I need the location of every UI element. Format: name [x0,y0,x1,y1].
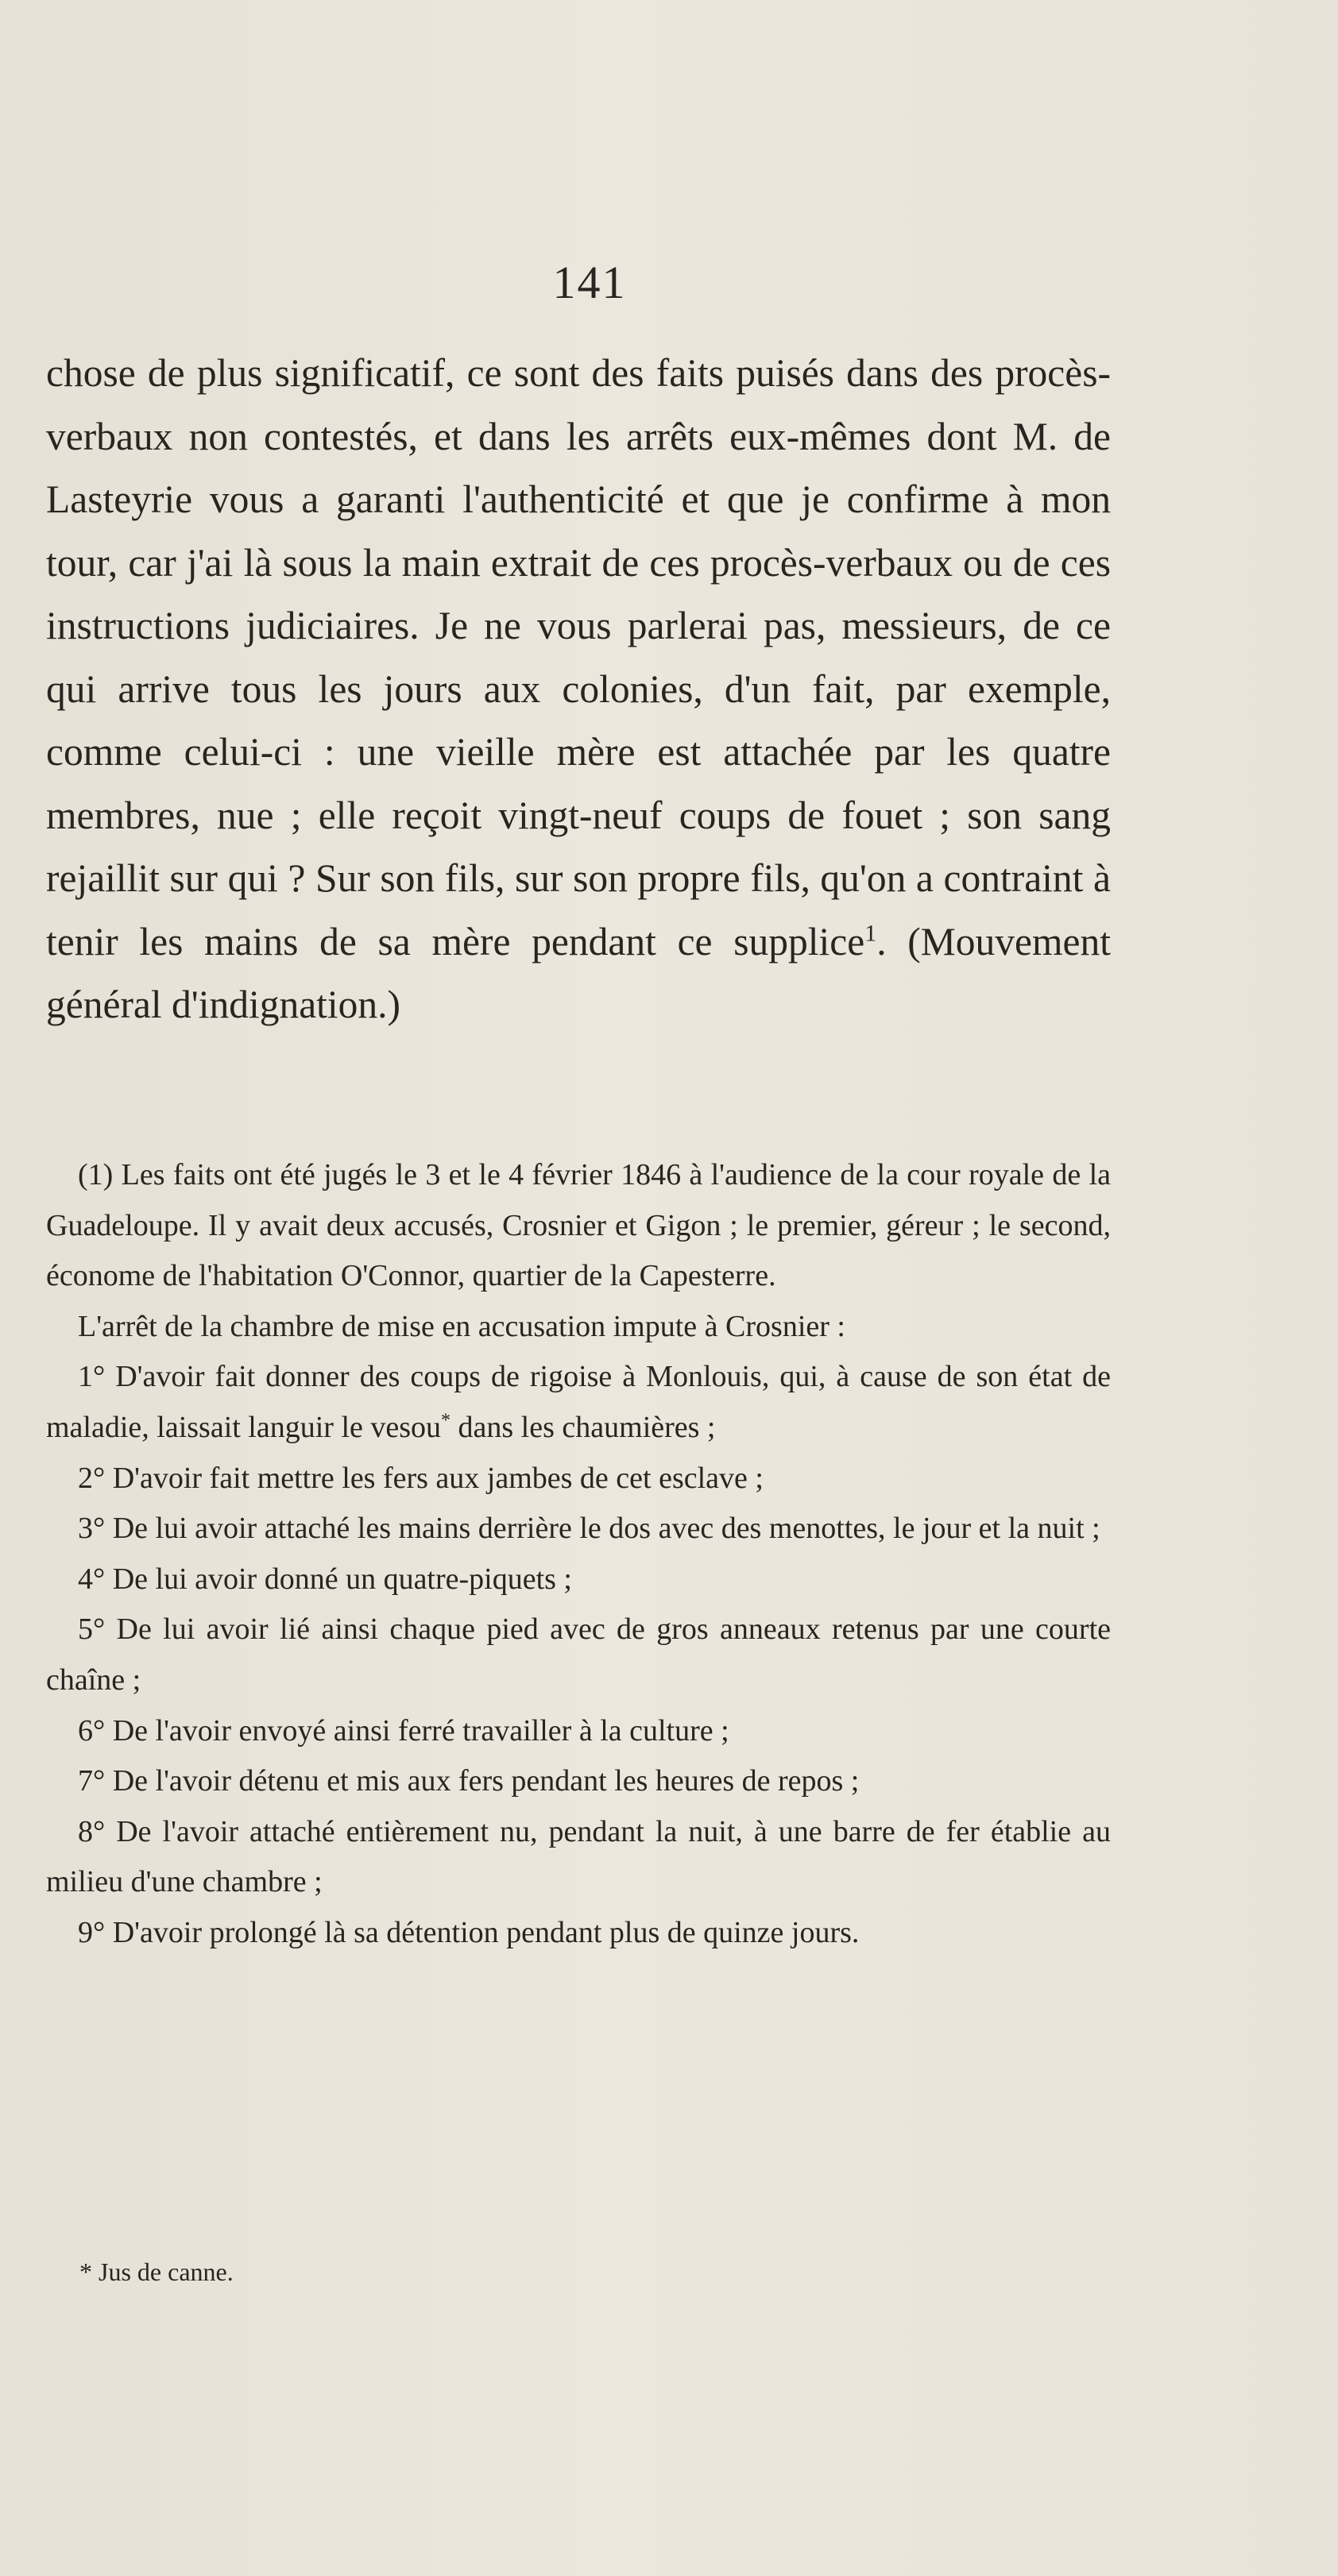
footnote-item-9: 9° D'avoir prolongé là sa détention pendant plus de quinze jours. [78,1915,860,1949]
footnote-item-2: 2° D'avoir fait mettre les fers aux jambes de cet esclave ; [78,1461,764,1495]
footnote-item-5: 5° De lui avoir lié ainsi chaque pied avec de gros anneaux retenus par une courte chaîne ; [46,1612,1111,1697]
page-number: 141 [552,257,627,308]
footnote-item-4: 4° De lui avoir donné un quatre-piquets ; [78,1562,572,1596]
footnote-block [46,1150,1111,1959]
main-paragraph-text: chose de plus significatif, ce sont des faits puisés dans des procès-verbaux non contestés, et dans les arrêts eux-mêmes dont M. de Lasteyrie vous a garanti l'authenticité et que je confirme à mon tour, car j'ai là sous la main extrait de ces procès-verbaux ou de ces instructions judiciaires. Je ne vous parlerai pas, messieurs, de ce qui arrive tous les jours aux colonies, d'un fait, par exemple, comme celui-ci : une vieille mère est attachée par les quatre membres, nue ; elle reçoit vingt-neuf coups de fouet ; son sang rejaillit sur qui ? Sur son fils, sur son propre fils, qu'on a contraint à tenir les mains de sa mère pendant ce supplice [46,351,1111,964]
gloss-marker: * [441,1410,451,1431]
footnote-arret: L'arrêt de la chambre de mise en accusation impute à Crosnier : [78,1309,845,1343]
footnote-item-8: 8° De l'avoir attaché entièrement nu, pendant la nuit, à une barre de fer établie au milieu d'une chambre ; [46,1814,1111,1899]
footnote-reference: 1 [864,920,877,946]
main-paragraph [46,342,1111,1037]
gloss-note: * Jus de canne. [79,2257,234,2286]
item-1-text: 1° D'avoir fait donner des coups de rigoise à Monlouis, qui, à cause de son état de maladie, laissait languir le vesou [46,1360,1111,1444]
item-1-tail: dans les chaumières ; [451,1410,716,1444]
footnote-item-6: 6° De l'avoir envoyé ainsi ferré travailler à la culture ; [78,1713,729,1748]
main-paragraph-tail: . (Mouvement général d'indignation.) [46,919,1111,1026]
footnote-intro: (1) Les faits ont été jugés le 3 et le 4 février 1846 à l'audience de la cour royale de la Guadeloupe. Il y avait deux accusés, Crosnier et Gigon ; le premier, géreur ; le second, économe de l'habitation O'Connor, quartier de la Capesterre. [46,1158,1111,1293]
footnote-item-7: 7° De l'avoir détenu et mis aux fers pendant les heures de repos ; [78,1764,860,1798]
footnote-item-1 [46,1352,1111,1453]
footnote-item-3: 3° De lui avoir attaché les mains derrière le dos avec des menottes, le jour et la nuit ; [78,1512,1100,1546]
